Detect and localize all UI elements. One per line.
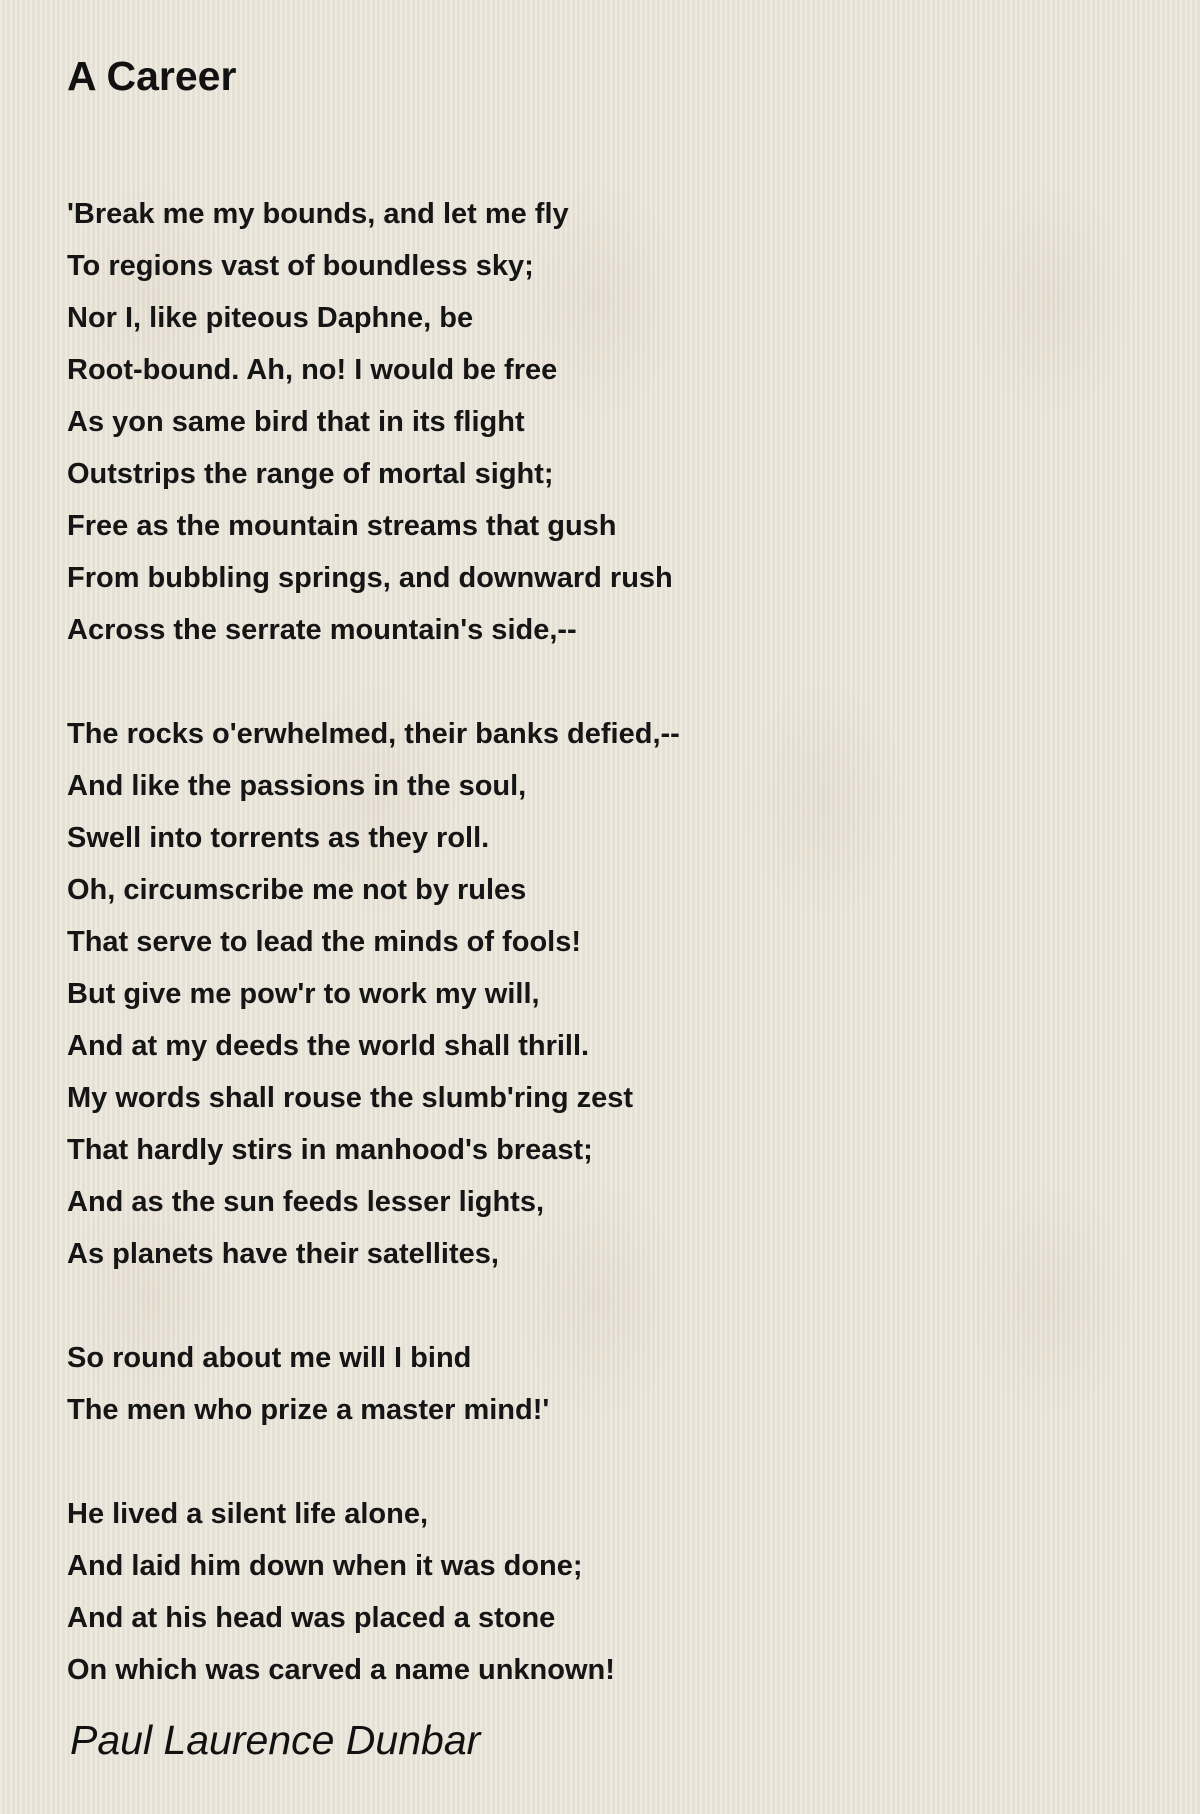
stanza [67, 708, 1127, 1280]
poem-line: Swell into torrents as they roll. [67, 822, 490, 854]
poem-line: Nor I, like piteous Daphne, be [67, 302, 474, 334]
poem-line: And like the passions in the soul, [67, 770, 527, 802]
poem-line: As planets have their satellites, [67, 1238, 499, 1270]
poem-line: Free as the mountain streams that gush [67, 510, 617, 542]
poem-line: Across the serrate mountain's side,-- [67, 614, 577, 646]
poem-line: The men who prize a master mind!' [67, 1394, 550, 1426]
poem-line: To regions vast of boundless sky; [67, 250, 534, 282]
poem-line: The rocks o'erwhelmed, their banks defied,-- [67, 718, 680, 750]
poem-line: On which was carved a name unknown! [67, 1654, 615, 1686]
stanza [67, 1332, 1127, 1436]
poem-page [67, 46, 1127, 1696]
poem-line: Outstrips the range of mortal sight; [67, 458, 554, 490]
poem-line: 'Break me my bounds, and let me fly [67, 198, 569, 230]
poem-line: My words shall rouse the slumb'ring zest [67, 1082, 634, 1114]
poem-line: That hardly stirs in manhood's breast; [67, 1134, 593, 1166]
stanza [67, 188, 1127, 656]
poem-line: And as the sun feeds lesser lights, [67, 1186, 545, 1218]
poem-line: That serve to lead the minds of fools! [67, 926, 582, 958]
poem-line: So round about me will I bind [67, 1342, 472, 1374]
poem-line: From bubbling springs, and downward rush [67, 562, 673, 594]
poem-author: Paul Laurence Dunbar [70, 1717, 481, 1763]
poem-title: A Career [67, 53, 237, 99]
poem-line: But give me pow'r to work my will, [67, 978, 540, 1010]
poem-line: As yon same bird that in its flight [67, 406, 525, 438]
stanza [67, 1488, 1127, 1696]
poem-line: And at his head was placed a stone [67, 1602, 556, 1634]
poem-line: Oh, circumscribe me not by rules [67, 874, 527, 906]
poem-line: Root-bound. Ah, no! I would be free [67, 354, 558, 386]
poem-line: And laid him down when it was done; [67, 1550, 583, 1582]
poem-line: He lived a silent life alone, [67, 1498, 429, 1530]
poem-body [67, 188, 1127, 1696]
poem-line: And at my deeds the world shall thrill. [67, 1030, 590, 1062]
